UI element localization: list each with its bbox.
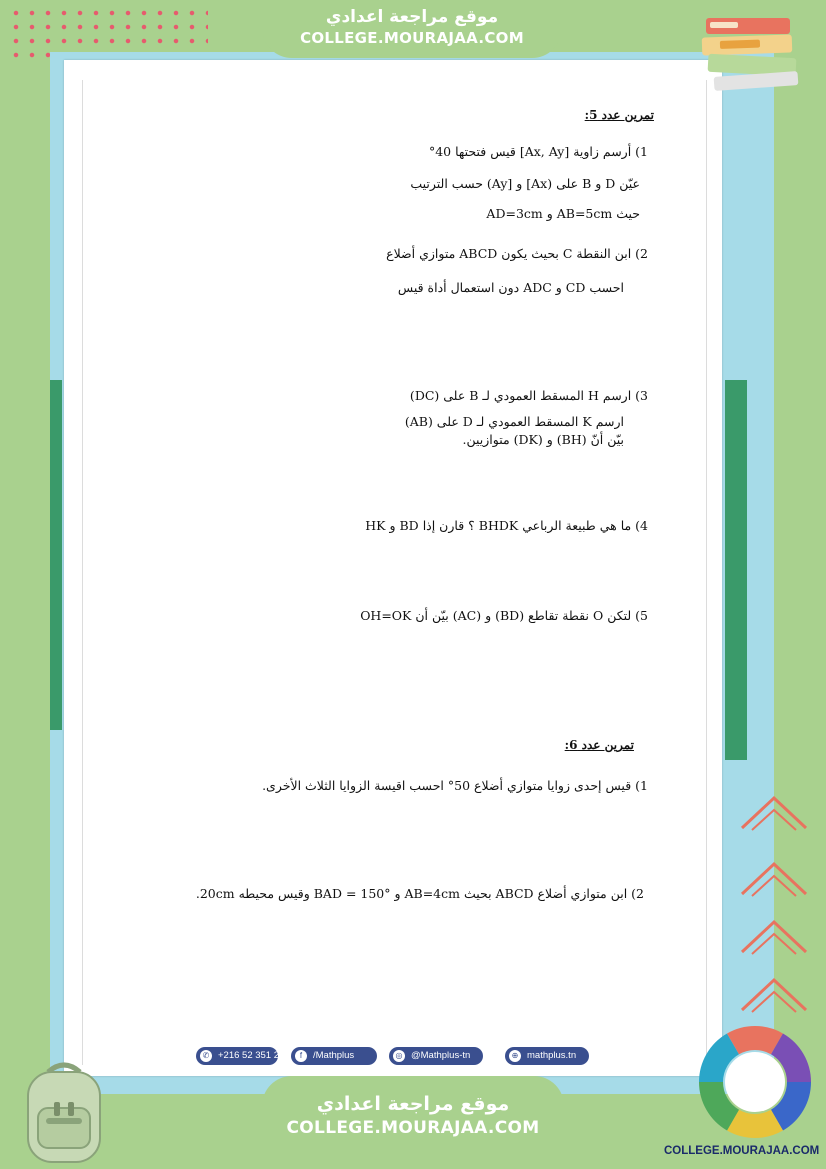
ex5-q2-line1: 2) ابن النقطة C بحيث يكون ABCD متوازي أضلاع xyxy=(386,246,648,261)
facebook-icon: f xyxy=(295,1050,307,1062)
site-url[interactable]: COLLEGE.MOURAJAA.COM xyxy=(286,1118,540,1138)
ex6-q1-line1: 1) قيس إحدى زوايا متوازي أضلاع 50° احسب اقيسة الزوايا الثلاث الأخرى. xyxy=(262,778,648,793)
ex5-q1-line2: عيّن D و B على (Ax] و [Ay) حسب الترتيب xyxy=(410,176,640,191)
ex6-q2-line1: 2) ابن متوازي أضلاع ABCD بحيث AB=4cm و BAD = 150° وقيس محيطه 20cm. xyxy=(195,886,644,901)
social-facebook-label: /Mathplus xyxy=(313,1050,355,1061)
ex5-q3-line1: 3) ارسم H المسقط العمودي لـ B على (DC) xyxy=(409,388,648,403)
social-phone-label: +216 52 351 249 xyxy=(218,1050,290,1061)
brand-footer[interactable]: COLLEGE.MOURAJAA.COM xyxy=(664,1145,820,1157)
ex5-q3-line3: بيّن أنّ (BH) و (DK) متوازيين. xyxy=(462,432,624,447)
site-name: موقع مراجعة اعدادي xyxy=(316,1093,510,1115)
frame-accent-left xyxy=(50,380,62,730)
social-facebook[interactable] xyxy=(291,1047,377,1065)
chevron-up-icon xyxy=(738,792,810,832)
social-website[interactable] xyxy=(505,1047,589,1065)
frame-accent-right xyxy=(725,380,747,760)
ex5-q3-line2: ارسم K المسقط العمودي لـ D على (AB) xyxy=(404,414,624,429)
site-url[interactable]: COLLEGE.MOURAJAA.COM xyxy=(300,29,524,47)
site-banner-top[interactable] xyxy=(262,0,562,58)
ex5-q1-line1: 1) أرسم زاوية [Ax, Ay] قيس فتحتها 40° xyxy=(428,144,648,159)
social-instagram[interactable] xyxy=(389,1047,483,1065)
paper-margin-line xyxy=(706,80,707,1065)
instagram-icon: ◎ xyxy=(393,1050,405,1062)
backpack-illustration xyxy=(14,1058,114,1166)
social-instagram-label: @Mathplus-tn xyxy=(411,1050,471,1061)
chevron-up-icon xyxy=(738,858,810,898)
ex5-q2-line2: احسب CD و ADC دون استعمال أداة قيس xyxy=(397,280,624,295)
paper-margin-line xyxy=(82,80,83,1065)
ex5-q5-line1: 5) لتكن O نقطة تقاطع (BD) و (AC) بيّن أن OH=OK xyxy=(360,608,648,623)
social-phone[interactable] xyxy=(196,1047,290,1065)
whatsapp-icon: ✆ xyxy=(200,1050,212,1062)
chevron-up-icon xyxy=(738,974,810,1014)
ex5-q4-line1: 4) ما هي طبيعة الرباعي BHDK ؟ قارن إذا BD و HK xyxy=(365,518,648,533)
chevron-up-icon xyxy=(738,916,810,956)
social-website-label: mathplus.tn xyxy=(527,1050,577,1061)
ex5-q1-line3: حيث AB=5cm و AD=3cm xyxy=(486,206,640,221)
exercise5-title: تمرين عدد 5: xyxy=(584,108,654,122)
globe-icon: ⊕ xyxy=(509,1050,521,1062)
site-banner-bottom[interactable] xyxy=(262,1076,564,1154)
books-illustration xyxy=(700,12,804,94)
brand-logo xyxy=(694,1022,816,1142)
exercise6-title: تمرين عدد 6: xyxy=(564,738,634,752)
site-name: موقع مراجعة اعدادي xyxy=(325,7,499,27)
